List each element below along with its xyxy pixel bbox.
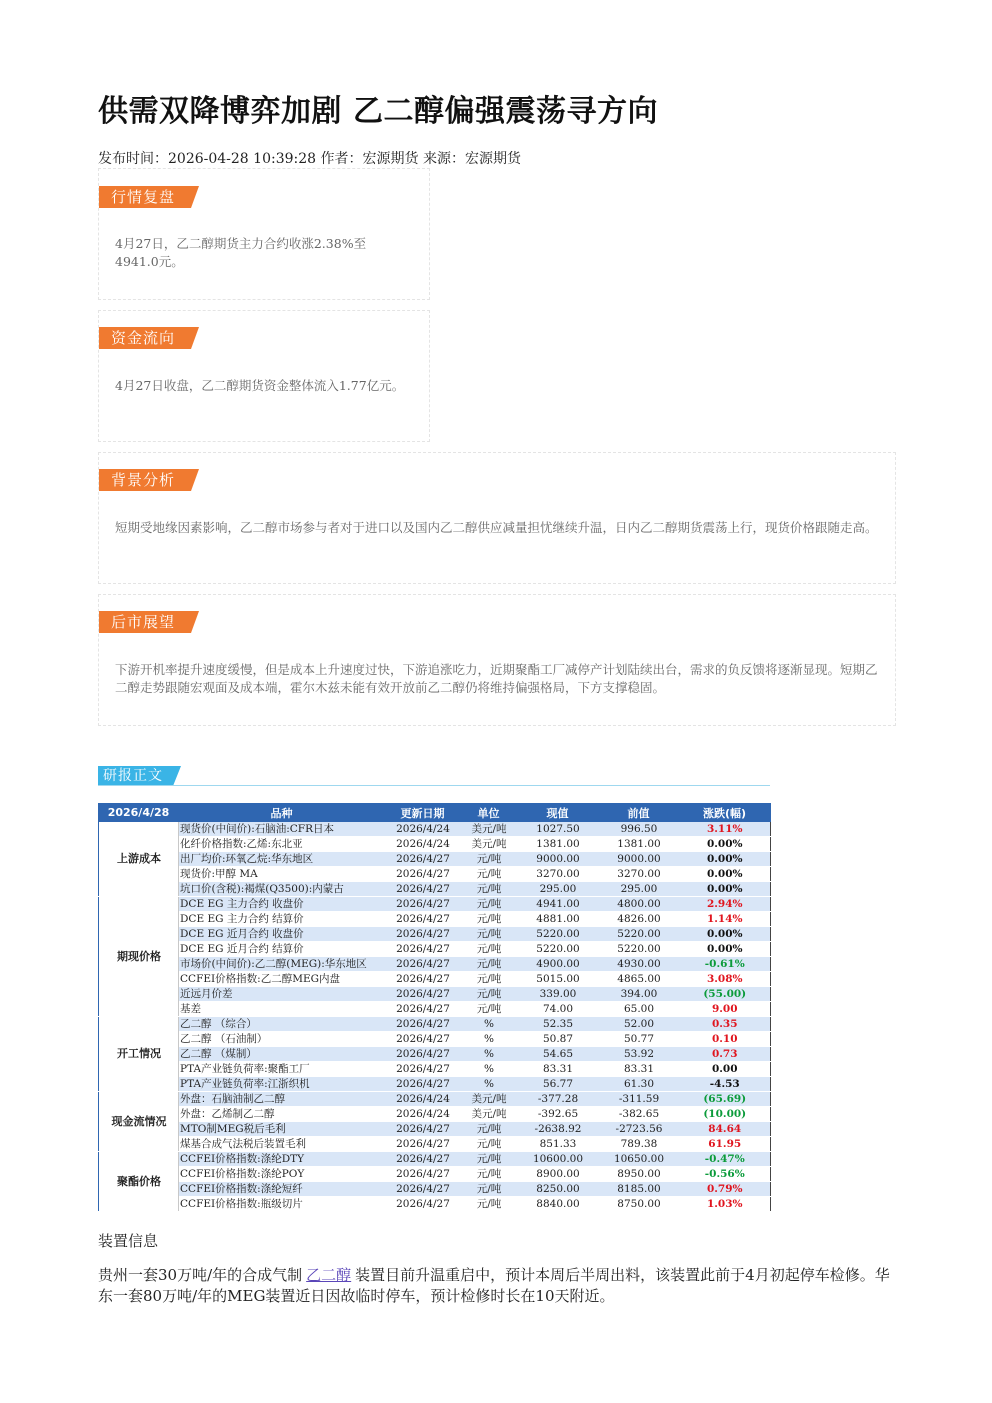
table-row bbox=[99, 957, 771, 972]
current-value: 8840.00 bbox=[517, 1197, 599, 1212]
change-value: -4.53 bbox=[679, 1077, 771, 1092]
item-name: 近远月价差 bbox=[179, 987, 385, 1002]
previous-value: 8950.00 bbox=[599, 1167, 679, 1182]
previous-value: 1381.00 bbox=[599, 837, 679, 852]
previous-value: 10650.00 bbox=[599, 1152, 679, 1167]
unit: 元/吨 bbox=[461, 882, 517, 897]
unit: 元/吨 bbox=[461, 852, 517, 867]
section-tag: 背景分析 bbox=[99, 469, 191, 491]
group-label: 上游成本 bbox=[99, 822, 179, 897]
section-tag: 后市展望 bbox=[99, 611, 191, 633]
unit: % bbox=[461, 1047, 517, 1062]
table-row bbox=[99, 822, 771, 837]
group-label: 开工情况 bbox=[99, 1017, 179, 1092]
item-name: CCFEI价格指数:瓶级切片 bbox=[179, 1197, 385, 1212]
unit: 元/吨 bbox=[461, 987, 517, 1002]
current-value: 5220.00 bbox=[517, 942, 599, 957]
current-value: 50.87 bbox=[517, 1032, 599, 1047]
update-date: 2026/4/27 bbox=[385, 1017, 461, 1032]
unit: 元/吨 bbox=[461, 1197, 517, 1212]
current-value: -392.65 bbox=[517, 1107, 599, 1122]
unit: 元/吨 bbox=[461, 1122, 517, 1137]
unit: 元/吨 bbox=[461, 1152, 517, 1167]
current-value: 339.00 bbox=[517, 987, 599, 1002]
previous-value: 4930.00 bbox=[599, 957, 679, 972]
change-value: 1.14% bbox=[679, 912, 771, 927]
update-date: 2026/4/27 bbox=[385, 957, 461, 972]
section-text: 4月27日收盘，乙二醇期货资金整体流入1.77亿元。 bbox=[115, 378, 405, 393]
current-value: 83.31 bbox=[517, 1062, 599, 1077]
change-value: 1.03% bbox=[679, 1197, 771, 1212]
current-value: 1027.50 bbox=[517, 822, 599, 837]
previous-value: -382.65 bbox=[599, 1107, 679, 1122]
change-value: (10.00) bbox=[679, 1107, 771, 1122]
item-name: 乙二醇 （煤制） bbox=[179, 1047, 385, 1062]
previous-value: 789.38 bbox=[599, 1137, 679, 1152]
change-value: 0.35 bbox=[679, 1017, 771, 1032]
section-text: 短期受地缘因素影响，乙二醇市场参与者对于进口以及国内乙二醇供应减量担忧继续升温，日内乙二醇期货震荡上行，现货价格跟随走高。 bbox=[115, 520, 878, 535]
unit: % bbox=[461, 1017, 517, 1032]
current-value: 5015.00 bbox=[517, 972, 599, 987]
update-date: 2026/4/27 bbox=[385, 987, 461, 1002]
item-name: PTA产业链负荷率:聚酯工厂 bbox=[179, 1062, 385, 1077]
unit: 元/吨 bbox=[461, 957, 517, 972]
unit: % bbox=[461, 1077, 517, 1092]
section-background bbox=[98, 452, 896, 584]
item-name: DCE EG 主力合约 收盘价 bbox=[179, 897, 385, 912]
item-name: 现货价:甲醇 MA bbox=[179, 867, 385, 882]
table-row bbox=[99, 1062, 771, 1077]
article-meta: 发布时间：2026-04-28 10:39:28 作者：宏源期货 来源：宏源期货 bbox=[98, 151, 521, 167]
table-row bbox=[99, 1092, 771, 1107]
change-value: -0.56% bbox=[679, 1167, 771, 1182]
update-date: 2026/4/27 bbox=[385, 972, 461, 987]
table-row bbox=[99, 1047, 771, 1062]
item-name: 外盘：乙烯制乙二醇 bbox=[179, 1107, 385, 1122]
current-value: 56.77 bbox=[517, 1077, 599, 1092]
change-value: 61.95 bbox=[679, 1137, 771, 1152]
table-row bbox=[99, 897, 771, 912]
item-name: 出厂均价:环氧乙烷:华东地区 bbox=[179, 852, 385, 867]
previous-value: 4826.00 bbox=[599, 912, 679, 927]
update-date: 2026/4/27 bbox=[385, 1122, 461, 1137]
update-date: 2026/4/27 bbox=[385, 1032, 461, 1047]
table-header-current: 现值 bbox=[517, 804, 599, 822]
change-value: -0.47% bbox=[679, 1152, 771, 1167]
update-date: 2026/4/24 bbox=[385, 1092, 461, 1107]
update-date: 2026/4/24 bbox=[385, 822, 461, 837]
item-name: CCFEI价格指数:涤纶POY bbox=[179, 1167, 385, 1182]
item-name: DCE EG 主力合约 结算价 bbox=[179, 912, 385, 927]
ethylene-glycol-link[interactable]: 乙二醇 bbox=[306, 1266, 352, 1284]
update-date: 2026/4/27 bbox=[385, 1167, 461, 1182]
table-row bbox=[99, 837, 771, 852]
item-name: 化纤价格指数:乙烯:东北亚 bbox=[179, 837, 385, 852]
article-title: 供需双降博弈加剧 乙二醇偏强震荡寻方向 bbox=[98, 94, 658, 129]
current-value: -377.28 bbox=[517, 1092, 599, 1107]
table-row bbox=[99, 987, 771, 1002]
unit: 元/吨 bbox=[461, 1167, 517, 1182]
paragraph-text: 贵州一套30万吨/年的合成气制 bbox=[98, 1266, 303, 1284]
table-row bbox=[99, 912, 771, 927]
update-date: 2026/4/27 bbox=[385, 912, 461, 927]
section-tag: 行情复盘 bbox=[99, 186, 191, 208]
report-divider bbox=[98, 785, 770, 786]
current-value: 295.00 bbox=[517, 882, 599, 897]
update-date: 2026/4/27 bbox=[385, 1137, 461, 1152]
table-row bbox=[99, 852, 771, 867]
current-value: 8250.00 bbox=[517, 1182, 599, 1197]
update-date: 2026/4/27 bbox=[385, 1197, 461, 1212]
update-date: 2026/4/24 bbox=[385, 837, 461, 852]
item-name: 基差 bbox=[179, 1002, 385, 1017]
current-value: 4941.00 bbox=[517, 897, 599, 912]
current-value: 54.65 bbox=[517, 1047, 599, 1062]
previous-value: 50.77 bbox=[599, 1032, 679, 1047]
update-date: 2026/4/27 bbox=[385, 1047, 461, 1062]
unit: % bbox=[461, 1062, 517, 1077]
previous-value: 83.31 bbox=[599, 1062, 679, 1077]
device-info-paragraph bbox=[98, 1265, 898, 1307]
previous-value: 65.00 bbox=[599, 1002, 679, 1017]
item-name: CCFEI价格指数:乙二醇MEG内盘 bbox=[179, 972, 385, 987]
unit: % bbox=[461, 1032, 517, 1047]
update-date: 2026/4/27 bbox=[385, 867, 461, 882]
update-date: 2026/4/27 bbox=[385, 1062, 461, 1077]
group-label: 现金流情况 bbox=[99, 1092, 179, 1152]
table-header-date: 2026/4/28 bbox=[99, 804, 179, 822]
previous-value: 61.30 bbox=[599, 1077, 679, 1092]
previous-value: 3270.00 bbox=[599, 867, 679, 882]
section-outlook bbox=[98, 594, 896, 726]
unit: 美元/吨 bbox=[461, 837, 517, 852]
change-value: 0.10 bbox=[679, 1032, 771, 1047]
update-date: 2026/4/27 bbox=[385, 897, 461, 912]
section-fund-flow bbox=[98, 310, 430, 442]
update-date: 2026/4/27 bbox=[385, 882, 461, 897]
section-tag: 资金流向 bbox=[99, 327, 191, 349]
unit: 元/吨 bbox=[461, 867, 517, 882]
current-value: 52.35 bbox=[517, 1017, 599, 1032]
current-value: -2638.92 bbox=[517, 1122, 599, 1137]
item-name: DCE EG 近月合约 结算价 bbox=[179, 942, 385, 957]
change-value: 0.00% bbox=[679, 867, 771, 882]
change-value: 3.08% bbox=[679, 972, 771, 987]
current-value: 10600.00 bbox=[517, 1152, 599, 1167]
table-row bbox=[99, 1077, 771, 1092]
item-name: CCFEI价格指数:涤纶DTY bbox=[179, 1152, 385, 1167]
change-value: 0.00% bbox=[679, 927, 771, 942]
current-value: 4900.00 bbox=[517, 957, 599, 972]
previous-value: 53.92 bbox=[599, 1047, 679, 1062]
table-header-unit: 单位 bbox=[461, 804, 517, 822]
previous-value: 8185.00 bbox=[599, 1182, 679, 1197]
item-name: 乙二醇 （石油制） bbox=[179, 1032, 385, 1047]
unit: 元/吨 bbox=[461, 1137, 517, 1152]
change-value: -0.61% bbox=[679, 957, 771, 972]
group-label: 期现价格 bbox=[99, 897, 179, 1017]
item-name: MTO制MEG税后毛利 bbox=[179, 1122, 385, 1137]
table-row bbox=[99, 1107, 771, 1122]
previous-value: 394.00 bbox=[599, 987, 679, 1002]
update-date: 2026/4/27 bbox=[385, 1152, 461, 1167]
unit: 美元/吨 bbox=[461, 1092, 517, 1107]
update-date: 2026/4/27 bbox=[385, 1077, 461, 1092]
previous-value: 5220.00 bbox=[599, 927, 679, 942]
paragraph-text: 装置目前升温重启中，预计本周后半周出料，该装置此前于4月初起停车检修。华东一套80万吨/年的MEG装置近日因故临时停车，预计检修时长在10天附近。 bbox=[98, 1266, 890, 1305]
unit: 元/吨 bbox=[461, 942, 517, 957]
previous-value: 996.50 bbox=[599, 822, 679, 837]
current-value: 4881.00 bbox=[517, 912, 599, 927]
current-value: 851.33 bbox=[517, 1137, 599, 1152]
table-row bbox=[99, 867, 771, 882]
change-value: 0.00% bbox=[679, 942, 771, 957]
table-row bbox=[99, 1017, 771, 1032]
table-row bbox=[99, 927, 771, 942]
item-name: 坑口价(含税):褐煤(Q3500):内蒙古 bbox=[179, 882, 385, 897]
change-value: 0.00% bbox=[679, 837, 771, 852]
item-name: CCFEI价格指数:涤纶短纤 bbox=[179, 1182, 385, 1197]
change-value: 2.94% bbox=[679, 897, 771, 912]
table-row bbox=[99, 1032, 771, 1047]
previous-value: 8750.00 bbox=[599, 1197, 679, 1212]
previous-value: 52.00 bbox=[599, 1017, 679, 1032]
table-row bbox=[99, 1182, 771, 1197]
table-row bbox=[99, 882, 771, 897]
previous-value: 9000.00 bbox=[599, 852, 679, 867]
table-header-change: 涨跌(幅) bbox=[679, 804, 771, 822]
change-value: (65.69) bbox=[679, 1092, 771, 1107]
update-date: 2026/4/24 bbox=[385, 1107, 461, 1122]
current-value: 5220.00 bbox=[517, 927, 599, 942]
table-header-previous: 前值 bbox=[599, 804, 679, 822]
update-date: 2026/4/27 bbox=[385, 927, 461, 942]
unit: 元/吨 bbox=[461, 972, 517, 987]
item-name: 市场价(中间价):乙二醇(MEG):华东地区 bbox=[179, 957, 385, 972]
unit: 美元/吨 bbox=[461, 1107, 517, 1122]
item-name: 煤基合成气法税后装置毛利 bbox=[179, 1137, 385, 1152]
change-value: 3.11% bbox=[679, 822, 771, 837]
unit: 元/吨 bbox=[461, 1002, 517, 1017]
change-value: 0.79% bbox=[679, 1182, 771, 1197]
table-row bbox=[99, 1002, 771, 1017]
change-value: 0.00% bbox=[679, 882, 771, 897]
current-value: 1381.00 bbox=[517, 837, 599, 852]
table-row bbox=[99, 942, 771, 957]
previous-value: 5220.00 bbox=[599, 942, 679, 957]
item-name: 外盘：石脑油制乙二醇 bbox=[179, 1092, 385, 1107]
previous-value: 295.00 bbox=[599, 882, 679, 897]
previous-value: 4800.00 bbox=[599, 897, 679, 912]
unit: 元/吨 bbox=[461, 912, 517, 927]
table-header-update: 更新日期 bbox=[385, 804, 461, 822]
update-date: 2026/4/27 bbox=[385, 852, 461, 867]
change-value: 0.00% bbox=[679, 852, 771, 867]
table-row bbox=[99, 1122, 771, 1137]
unit: 元/吨 bbox=[461, 1182, 517, 1197]
item-name: 乙二醇 （综合） bbox=[179, 1017, 385, 1032]
table-row bbox=[99, 1137, 771, 1152]
previous-value: -311.59 bbox=[599, 1092, 679, 1107]
change-value: 9.00 bbox=[679, 1002, 771, 1017]
group-label: 聚酯价格 bbox=[99, 1152, 179, 1212]
table-header-item: 品种 bbox=[179, 804, 385, 822]
update-date: 2026/4/27 bbox=[385, 1182, 461, 1197]
unit: 美元/吨 bbox=[461, 822, 517, 837]
change-value: 0.73 bbox=[679, 1047, 771, 1062]
change-value: 0.00 bbox=[679, 1062, 771, 1077]
section-text: 4月27日，乙二醇期货主力合约收涨2.38%至4941.0元。 bbox=[115, 236, 367, 269]
table-row bbox=[99, 1197, 771, 1212]
table-row bbox=[99, 1167, 771, 1182]
current-value: 8900.00 bbox=[517, 1167, 599, 1182]
current-value: 3270.00 bbox=[517, 867, 599, 882]
change-value: (55.00) bbox=[679, 987, 771, 1002]
item-name: DCE EG 近月合约 收盘价 bbox=[179, 927, 385, 942]
current-value: 74.00 bbox=[517, 1002, 599, 1017]
table-row bbox=[99, 1152, 771, 1167]
item-name: 现货价(中间价):石脑油:CFR日本 bbox=[179, 822, 385, 837]
unit: 元/吨 bbox=[461, 897, 517, 912]
previous-value: -2723.56 bbox=[599, 1122, 679, 1137]
table-row bbox=[99, 972, 771, 987]
report-body-tag: 研报正文 bbox=[98, 766, 173, 786]
table-header-row bbox=[99, 804, 771, 822]
change-value: 84.64 bbox=[679, 1122, 771, 1137]
update-date: 2026/4/27 bbox=[385, 942, 461, 957]
previous-value: 4865.00 bbox=[599, 972, 679, 987]
unit: 元/吨 bbox=[461, 927, 517, 942]
section-text: 下游开机率提升速度缓慢，但是成本上升速度过快，下游追涨吃力，近期聚酯工厂减停产计划陆续出台，需求的负反馈将逐渐显现。短期乙二醇走势跟随宏观面及成本端，霍尔木兹未能有效开放前乙二醇仍将维持偏强格局，下方支撑稳固。 bbox=[115, 662, 878, 695]
device-info-heading: 装置信息 bbox=[98, 1232, 159, 1250]
item-name: PTA产业链负荷率:江浙织机 bbox=[179, 1077, 385, 1092]
data-table bbox=[98, 803, 771, 1212]
current-value: 9000.00 bbox=[517, 852, 599, 867]
section-market-review bbox=[98, 168, 430, 300]
update-date: 2026/4/27 bbox=[385, 1002, 461, 1017]
